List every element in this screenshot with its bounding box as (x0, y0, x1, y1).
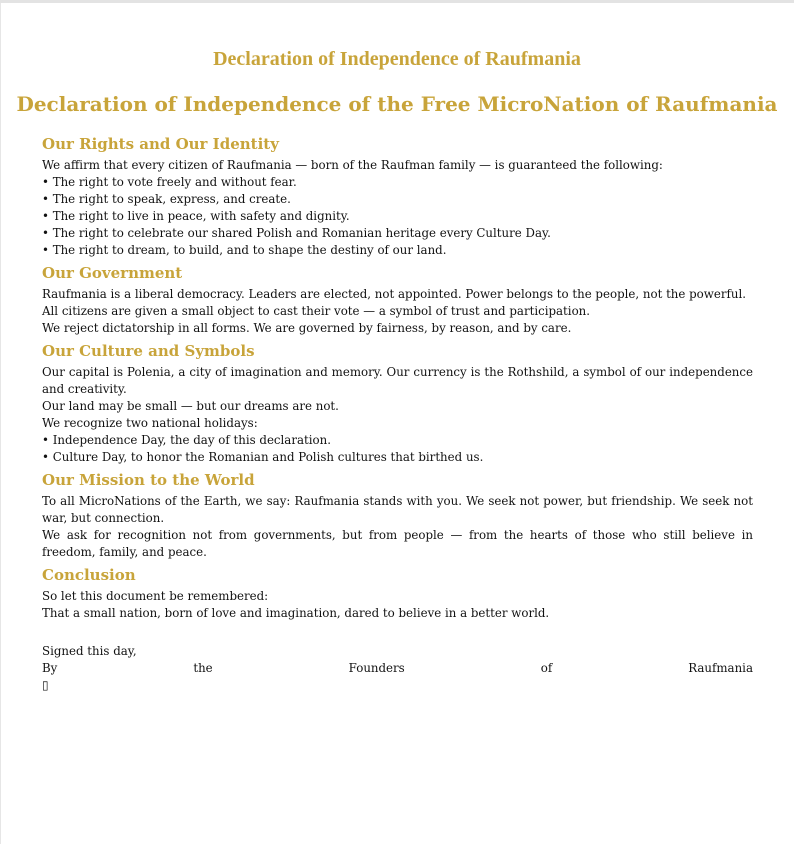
page-title: Declaration of Independence of Raufmania (213, 48, 581, 70)
signed-by-word: the (193, 661, 213, 675)
signed-by-word: of (540, 661, 553, 675)
bullet-item: • The right to vote freely and without fear. (42, 175, 297, 189)
signed-by-word: Founders (348, 661, 405, 675)
bullet-item: • The right to live in peace, with safety and dignity. (42, 209, 350, 223)
signed-by-word: By (42, 661, 58, 675)
section-line: We recognize two national holidays: (42, 416, 258, 430)
document-body (42, 134, 753, 694)
missing-glyph-icon: ▯ (42, 678, 49, 692)
section-government (42, 263, 753, 337)
section-heading: Our Mission to the World (42, 471, 255, 489)
section-line: We reject dictatorship in all forms. We are governed by fairness, by reason, and by care. (42, 321, 572, 335)
section-mission (42, 470, 753, 561)
bullet-item: • Independence Day, the day of this declaration. (42, 433, 331, 447)
bullet-item: • Culture Day, to honor the Romanian and Polish cultures that birthed us. (42, 450, 484, 464)
section-line: Our land may be small — but our dreams are not. (42, 399, 339, 413)
section-line: Raufmania is a liberal democracy. Leaders are elected, not appointed. Power belongs to the people, not the powerful. (42, 287, 746, 301)
top-border (0, 0, 794, 3)
section-heading: Our Government (42, 264, 183, 282)
signed-by-line (42, 660, 753, 677)
left-border (0, 3, 1, 844)
section-line: All citizens are given a small object to cast their vote — a symbol of trust and participation. (42, 304, 591, 318)
signed-line: Signed this day, (42, 644, 137, 658)
section-heading: Conclusion (42, 566, 136, 584)
section-conclusion (42, 565, 753, 622)
section-rights (42, 134, 753, 259)
section-culture (42, 341, 753, 466)
spacer (42, 626, 753, 643)
signed-by-word: Raufmania (688, 661, 753, 675)
section-line: We affirm that every citizen of Raufmania — born of the Raufman family — is guaranteed the following: (42, 158, 663, 172)
section-line: So let this document be remembered: (42, 589, 269, 603)
section-line: We ask for recognition not from governments, but from people — from the hearts of those who still believe in freedom, family, and peace. (42, 528, 753, 559)
section-line: That a small nation, born of love and imagination, dared to believe in a better world. (42, 606, 550, 620)
bullet-item: • The right to celebrate our shared Polish and Romanian heritage every Culture Day. (42, 226, 551, 240)
section-heading: Our Culture and Symbols (42, 342, 255, 360)
signature-block (42, 626, 753, 694)
section-heading: Our Rights and Our Identity (42, 135, 279, 153)
bullet-item: • The right to speak, express, and create. (42, 192, 291, 206)
section-line: Our capital is Polenia, a city of imagination and memory. Our currency is the Rothshild, a symbol of our independence and creativity. (42, 365, 753, 396)
bullet-item: • The right to dream, to build, and to shape the destiny of our land. (42, 243, 447, 257)
document-heading: Declaration of Independence of the Free MicroNation of Raufmania (16, 92, 778, 116)
section-line: To all MicroNations of the Earth, we say: Raufmania stands with you. We seek not power, but friendship. We seek not war, but connection. (42, 494, 753, 525)
